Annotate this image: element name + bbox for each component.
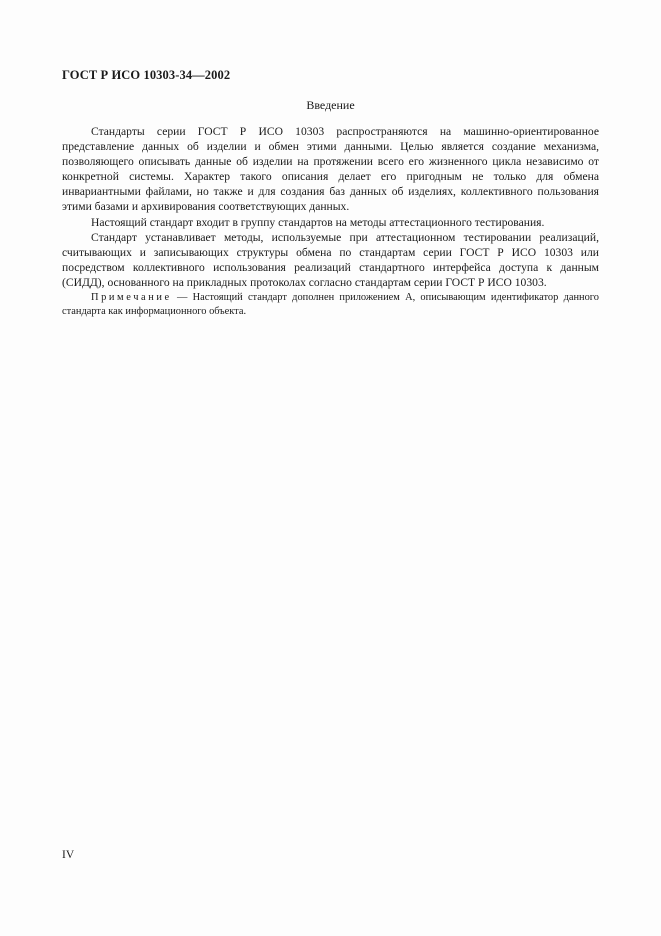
paragraph-methods: Стандарт устанавливает методы, используемые при аттестационном тестировании реализаций, считывающих и записывающих структуры обмена по стандартам серии ГОСТ Р ИСО 10303 или посредством коллективного использования реализаций стандартного интерфейса доступа к данным (СИДД), основанного на прикладных протоколах согласно стандартам серии ГОСТ Р ИСО 10303. [62,230,599,289]
note-block [62,291,599,319]
note-label: Примечание [91,292,172,303]
section-title: Введение [306,98,355,112]
paragraph-group: Настоящий стандарт входит в группу стандартов на методы аттестационного тестирования. [91,215,545,229]
introduction-body [62,124,599,290]
paragraph-scope: Стандарты серии ГОСТ Р ИСО 10303 распространяются на машинно-ориентированное представление данных об изделии и обмен этими данными. Целью является создание механизма, позволяющего описывать данные об изделии на протяжении всего его жизненного цикла независимо от конкретной системы. Характер такого описания делает его пригодным не только для обмена инвариантными файлами, но также и для создания баз данных об изделиях, коллективного пользования этими базами и архивирования соответствующих данных. [62,125,599,214]
note-text: — Настоящий стандарт дополнен приложением А, описывающим идентификатор данного стандарта как информационного объекта. [62,292,599,318]
page-number: IV [62,849,75,861]
standard-code-header: ГОСТ Р ИСО 10303-34—2002 [62,68,231,82]
